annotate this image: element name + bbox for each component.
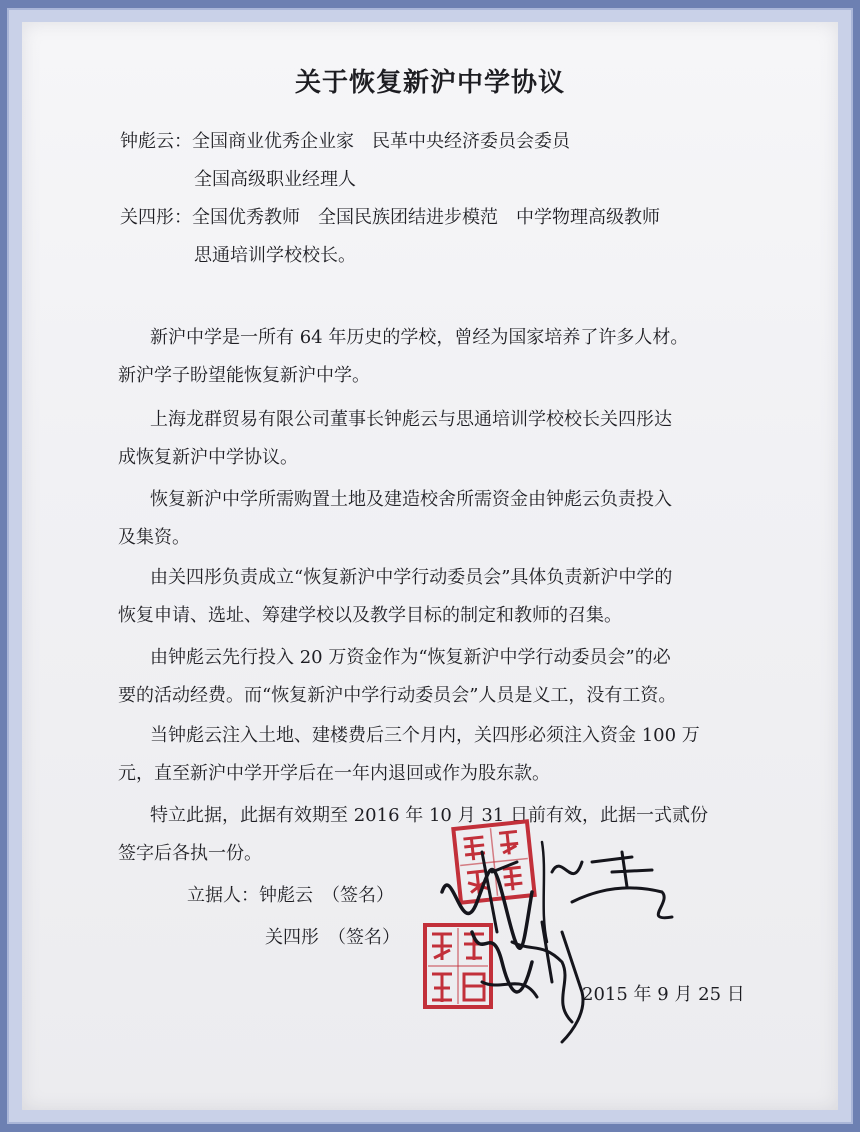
- body-line: 当钟彪云注入土地、建楼费后三个月内，关四彤必须注入资金 100 万: [150, 725, 700, 746]
- document-title: 关于恢复新沪中学协议: [294, 68, 565, 98]
- body-line: 成恢复新沪中学协议。: [118, 447, 298, 468]
- body-line: 特立此据，此据有效期至 2016 年 10 月 31 日前有效，此据一式贰份: [150, 805, 708, 826]
- handwritten-signature-guan: [452, 902, 612, 1052]
- body-line: 恢复新沪中学所需购置土地及建造校舍所需资金由钟彪云负责投入: [150, 489, 672, 510]
- signing-date: 2015 年 9 月 25 日: [582, 984, 745, 1005]
- signatory-line-zhong: 立据人：钟彪云 （签名）: [187, 885, 394, 906]
- body-line: 上海龙群贸易有限公司董事长钟彪云与思通培训学校校长关四彤达: [150, 409, 672, 430]
- header-line-guan: 关四彤：全国优秀教师 全国民族团结进步模范 中学物理高级教师: [120, 207, 660, 228]
- header-line-zhong-cont: 全国高级职业经理人: [194, 169, 356, 190]
- body-line: 签字后各执一份。: [118, 843, 262, 864]
- body-line: 恢复申请、选址、筹建学校以及教学目标的制定和教师的召集。: [118, 605, 622, 626]
- body-line: 新沪中学是一所有 64 年历史的学校，曾经为国家培养了许多人材。: [150, 327, 689, 348]
- header-line-zhong: 钟彪云：全国商业优秀企业家 民革中央经济委员会委员: [120, 131, 570, 152]
- body-line: 及集资。: [118, 527, 190, 548]
- header-line-guan-cont: 思通培训学校校长。: [194, 245, 356, 266]
- document-paper: [22, 22, 838, 1110]
- body-line: 由钟彪云先行投入 20 万资金作为“恢复新沪中学行动委员会”的必: [150, 647, 671, 668]
- body-line: 元，直至新沪中学开学后在一年内退回或作为股东款。: [118, 763, 550, 784]
- signatory-line-guan: 关四彤 （签名）: [265, 927, 400, 948]
- body-line: 要的活动经费。而“恢复新沪中学行动委员会”人员是义工，没有工资。: [118, 685, 677, 706]
- body-line: 由关四彤负责成立“恢复新沪中学行动委员会”具体负责新沪中学的: [150, 567, 673, 588]
- body-line: 新沪学子盼望能恢复新沪中学。: [118, 365, 370, 386]
